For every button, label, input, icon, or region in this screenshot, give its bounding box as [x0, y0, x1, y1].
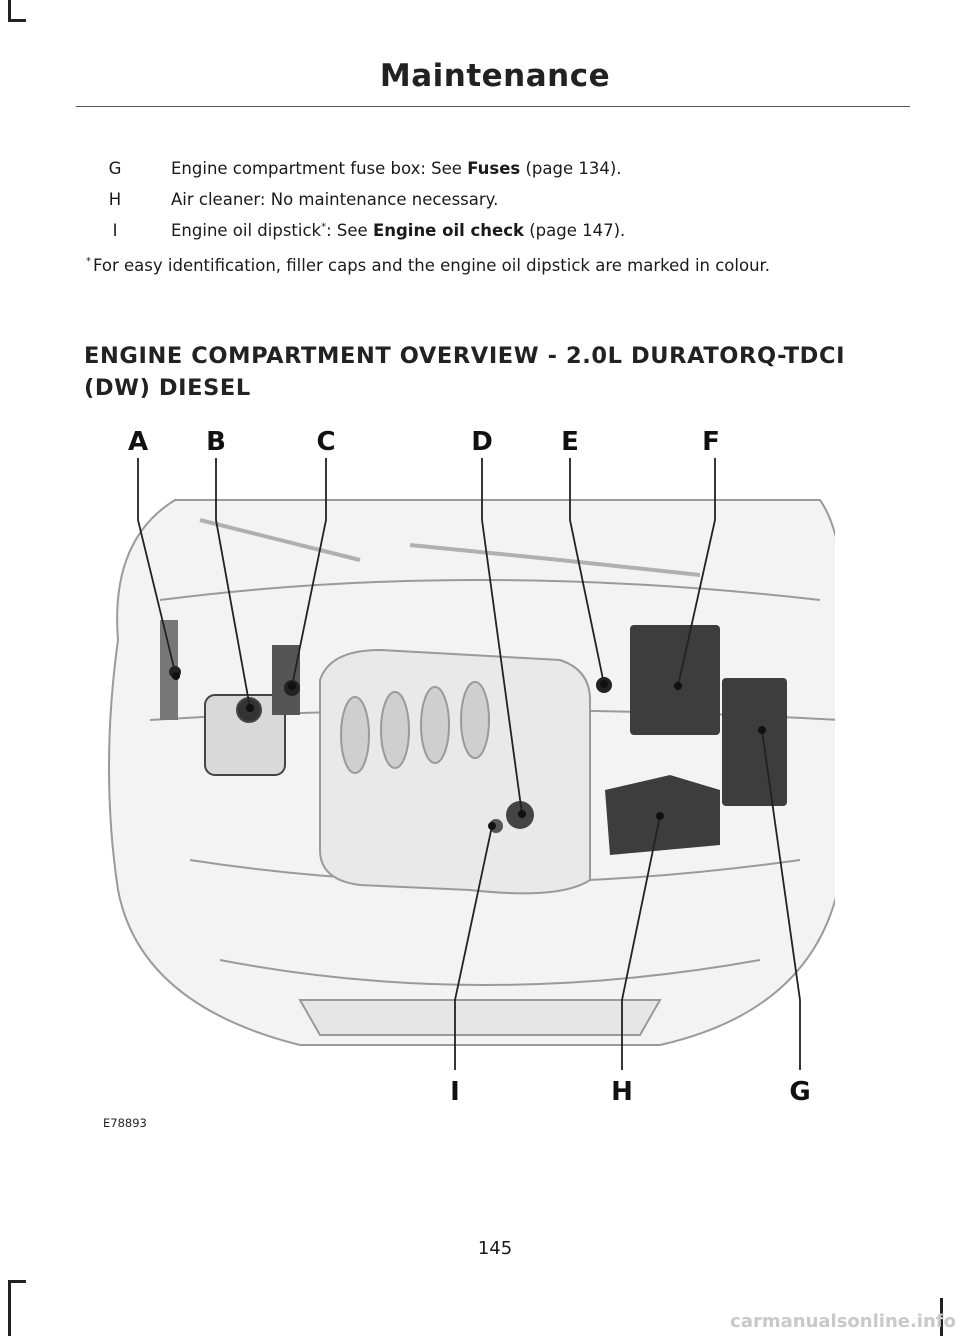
crop-mark-top-left-h [8, 19, 26, 22]
callout-label-c: C [316, 427, 336, 457]
battery [630, 625, 720, 735]
callout-label-e: E [561, 427, 579, 457]
watermark: carmanualsonline.info [730, 1311, 956, 1332]
page-number: 145 [477, 1238, 513, 1259]
callout-label-g: G [789, 1077, 811, 1107]
legend-key: I [112, 221, 118, 240]
left-filler-cap [160, 620, 181, 720]
legend-key: H [108, 190, 122, 209]
footnote-mark: * [86, 256, 91, 267]
engine-compartment-figure [95, 420, 835, 1140]
legend-key: G [108, 159, 122, 178]
legend-text: Engine oil dipstick*: See Engine oil check (page 147). [171, 221, 626, 240]
fuses-link[interactable]: Fuses [467, 159, 521, 178]
callout-label-f: F [702, 427, 720, 457]
footnote [86, 256, 770, 275]
section-title: ENGINE COMPARTMENT OVERVIEW - 2.0L DURATORQ-TDCI (DW) DIESEL [84, 343, 846, 401]
header-rule [76, 106, 910, 107]
callout-label-b: B [206, 427, 226, 457]
callout-label-i: I [450, 1077, 460, 1107]
page-header-title: Maintenance [379, 58, 611, 94]
brake-fluid-reservoir [272, 645, 300, 715]
footnote-text: For easy identification, filler caps and the engine oil dipstick are marked in colour. [93, 256, 771, 275]
legend-text: Engine compartment fuse box: See Fuses (page 134). [171, 159, 622, 178]
callout-label-d: D [471, 427, 493, 457]
callout-label-h: H [611, 1077, 633, 1107]
engine-cover [320, 650, 590, 893]
fuse-box [722, 678, 787, 806]
callout-label-a: A [127, 427, 149, 457]
legend-text: Air cleaner: No maintenance necessary. [171, 190, 499, 209]
crop-mark-bottom-left-v [8, 1280, 11, 1336]
figure-code: E78893 [103, 1116, 147, 1130]
engine-oil-check-link[interactable]: Engine oil check [372, 221, 524, 240]
crop-mark-bottom-left-h [8, 1280, 26, 1283]
